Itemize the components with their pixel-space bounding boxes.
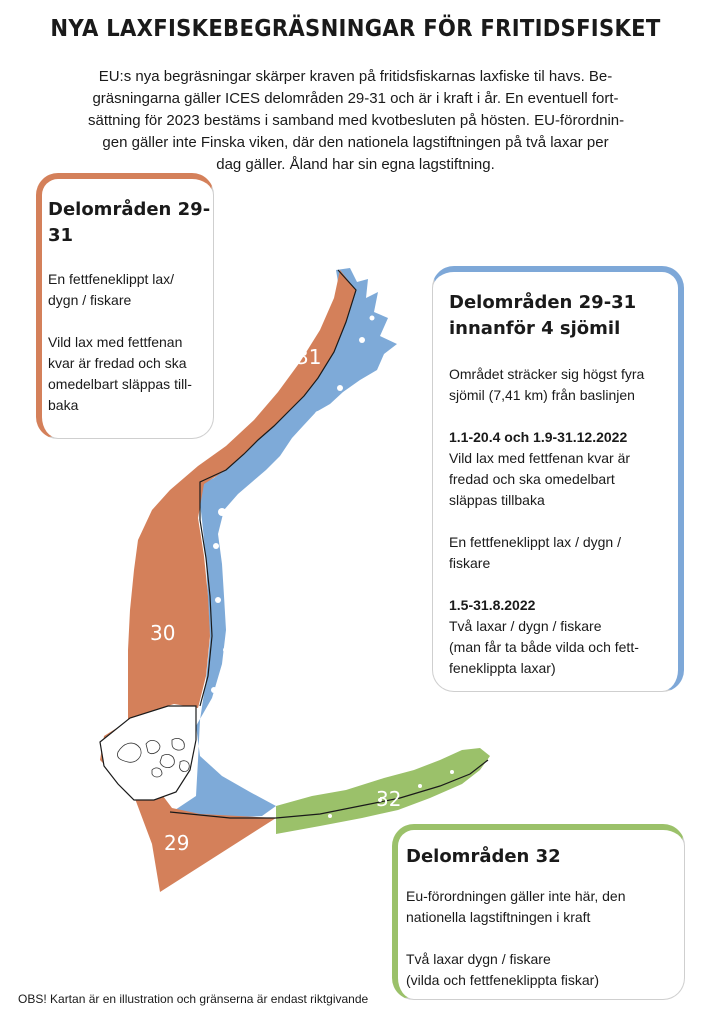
box-text-line: släppas tillbaka [449, 492, 545, 508]
period-heading: 1.1-20.4 och 1.9-31.12.2022 [449, 429, 628, 445]
box-title: Delområden 32 [406, 846, 561, 867]
page-title: NYA LAXFISKEBEGRÄSNINGAR FÖR FRITIDSFISKET [50, 16, 661, 42]
box-text-line: dygn / fiskare [48, 292, 132, 308]
area-label-32: 32 [376, 787, 402, 811]
info-box-area-32 [392, 824, 685, 1000]
intro-line: EU:s nya begräsningar skärper kraven på fritidsfiskarnas laxfiske til havs. Be- [98, 68, 613, 85]
intro-line: gen gäller inte Finska viken, där den nationela lagstiftningen på två laxar per [102, 134, 609, 151]
box-body [48, 269, 213, 416]
intro-line: sättning för 2023 bestäms i samband med kvotbesluten på hösten. EU-förordnin- [88, 112, 625, 129]
box-title-line: Delområden 29-31 [449, 292, 637, 313]
box-text-line: baka [48, 397, 79, 413]
intro-line: dag gäller. Åland har sin egna lagstiftning. [216, 156, 495, 173]
box-text-line: En fettfeneklippt lax/ [48, 271, 175, 287]
box-text-line: fredad och ska omedelbart [449, 471, 615, 487]
disclaimer-note: OBS! Kartan är en illustration och gränserna är endast riktgivande [18, 992, 369, 1006]
box-text-line: (man får ta både vilda och fett- [449, 639, 639, 655]
box-text-line: Vild lax med fettfenan kvar är [449, 450, 631, 466]
box-text-line: feneklippta laxar) [449, 660, 556, 676]
box-text-line: Två laxar dygn / fiskare [406, 951, 551, 967]
box-title: Delområden 29-31 [48, 199, 211, 246]
box-text-line: fiskare [449, 555, 491, 571]
box-text-line: Eu-förordningen gäller inte här, den [406, 888, 626, 904]
info-box-areas-29-31-coastal [432, 266, 684, 692]
aland-region [100, 706, 196, 800]
box-text-line: nationella lagstiftningen i kraft [406, 909, 591, 925]
box-text-line: Området sträcker sig högst fyra [449, 366, 645, 382]
box-text-line: sjömil (7,41 km) från baslinjen [449, 387, 635, 403]
area-label-31: 31 [296, 345, 322, 369]
area-label-30: 30 [150, 621, 176, 645]
area-label-29: 29 [164, 831, 190, 855]
box-body [449, 364, 678, 679]
box-text-line: (vilda och fettfeneklippta fiskar) [406, 972, 599, 988]
box-text-line: Två laxar / dygn / fiskare [449, 618, 602, 634]
intro-line: gräsningarna gäller ICES delområden 29-31 och är i kraft i år. En eventuell fort- [92, 90, 619, 107]
box-title-line: innanför 4 sjömil [449, 318, 621, 339]
period-heading: 1.5-31.8.2022 [449, 597, 536, 613]
box-text-line: omedelbart släppas till- [48, 376, 192, 392]
box-text-line: En fettfeneklippt lax / dygn / [449, 534, 621, 550]
box-text-line: Vild lax med fettfenan [48, 334, 183, 350]
box-body [406, 886, 684, 991]
box-text-line: kvar är fredad och ska [48, 355, 187, 371]
info-box-areas-29-31 [36, 173, 214, 439]
